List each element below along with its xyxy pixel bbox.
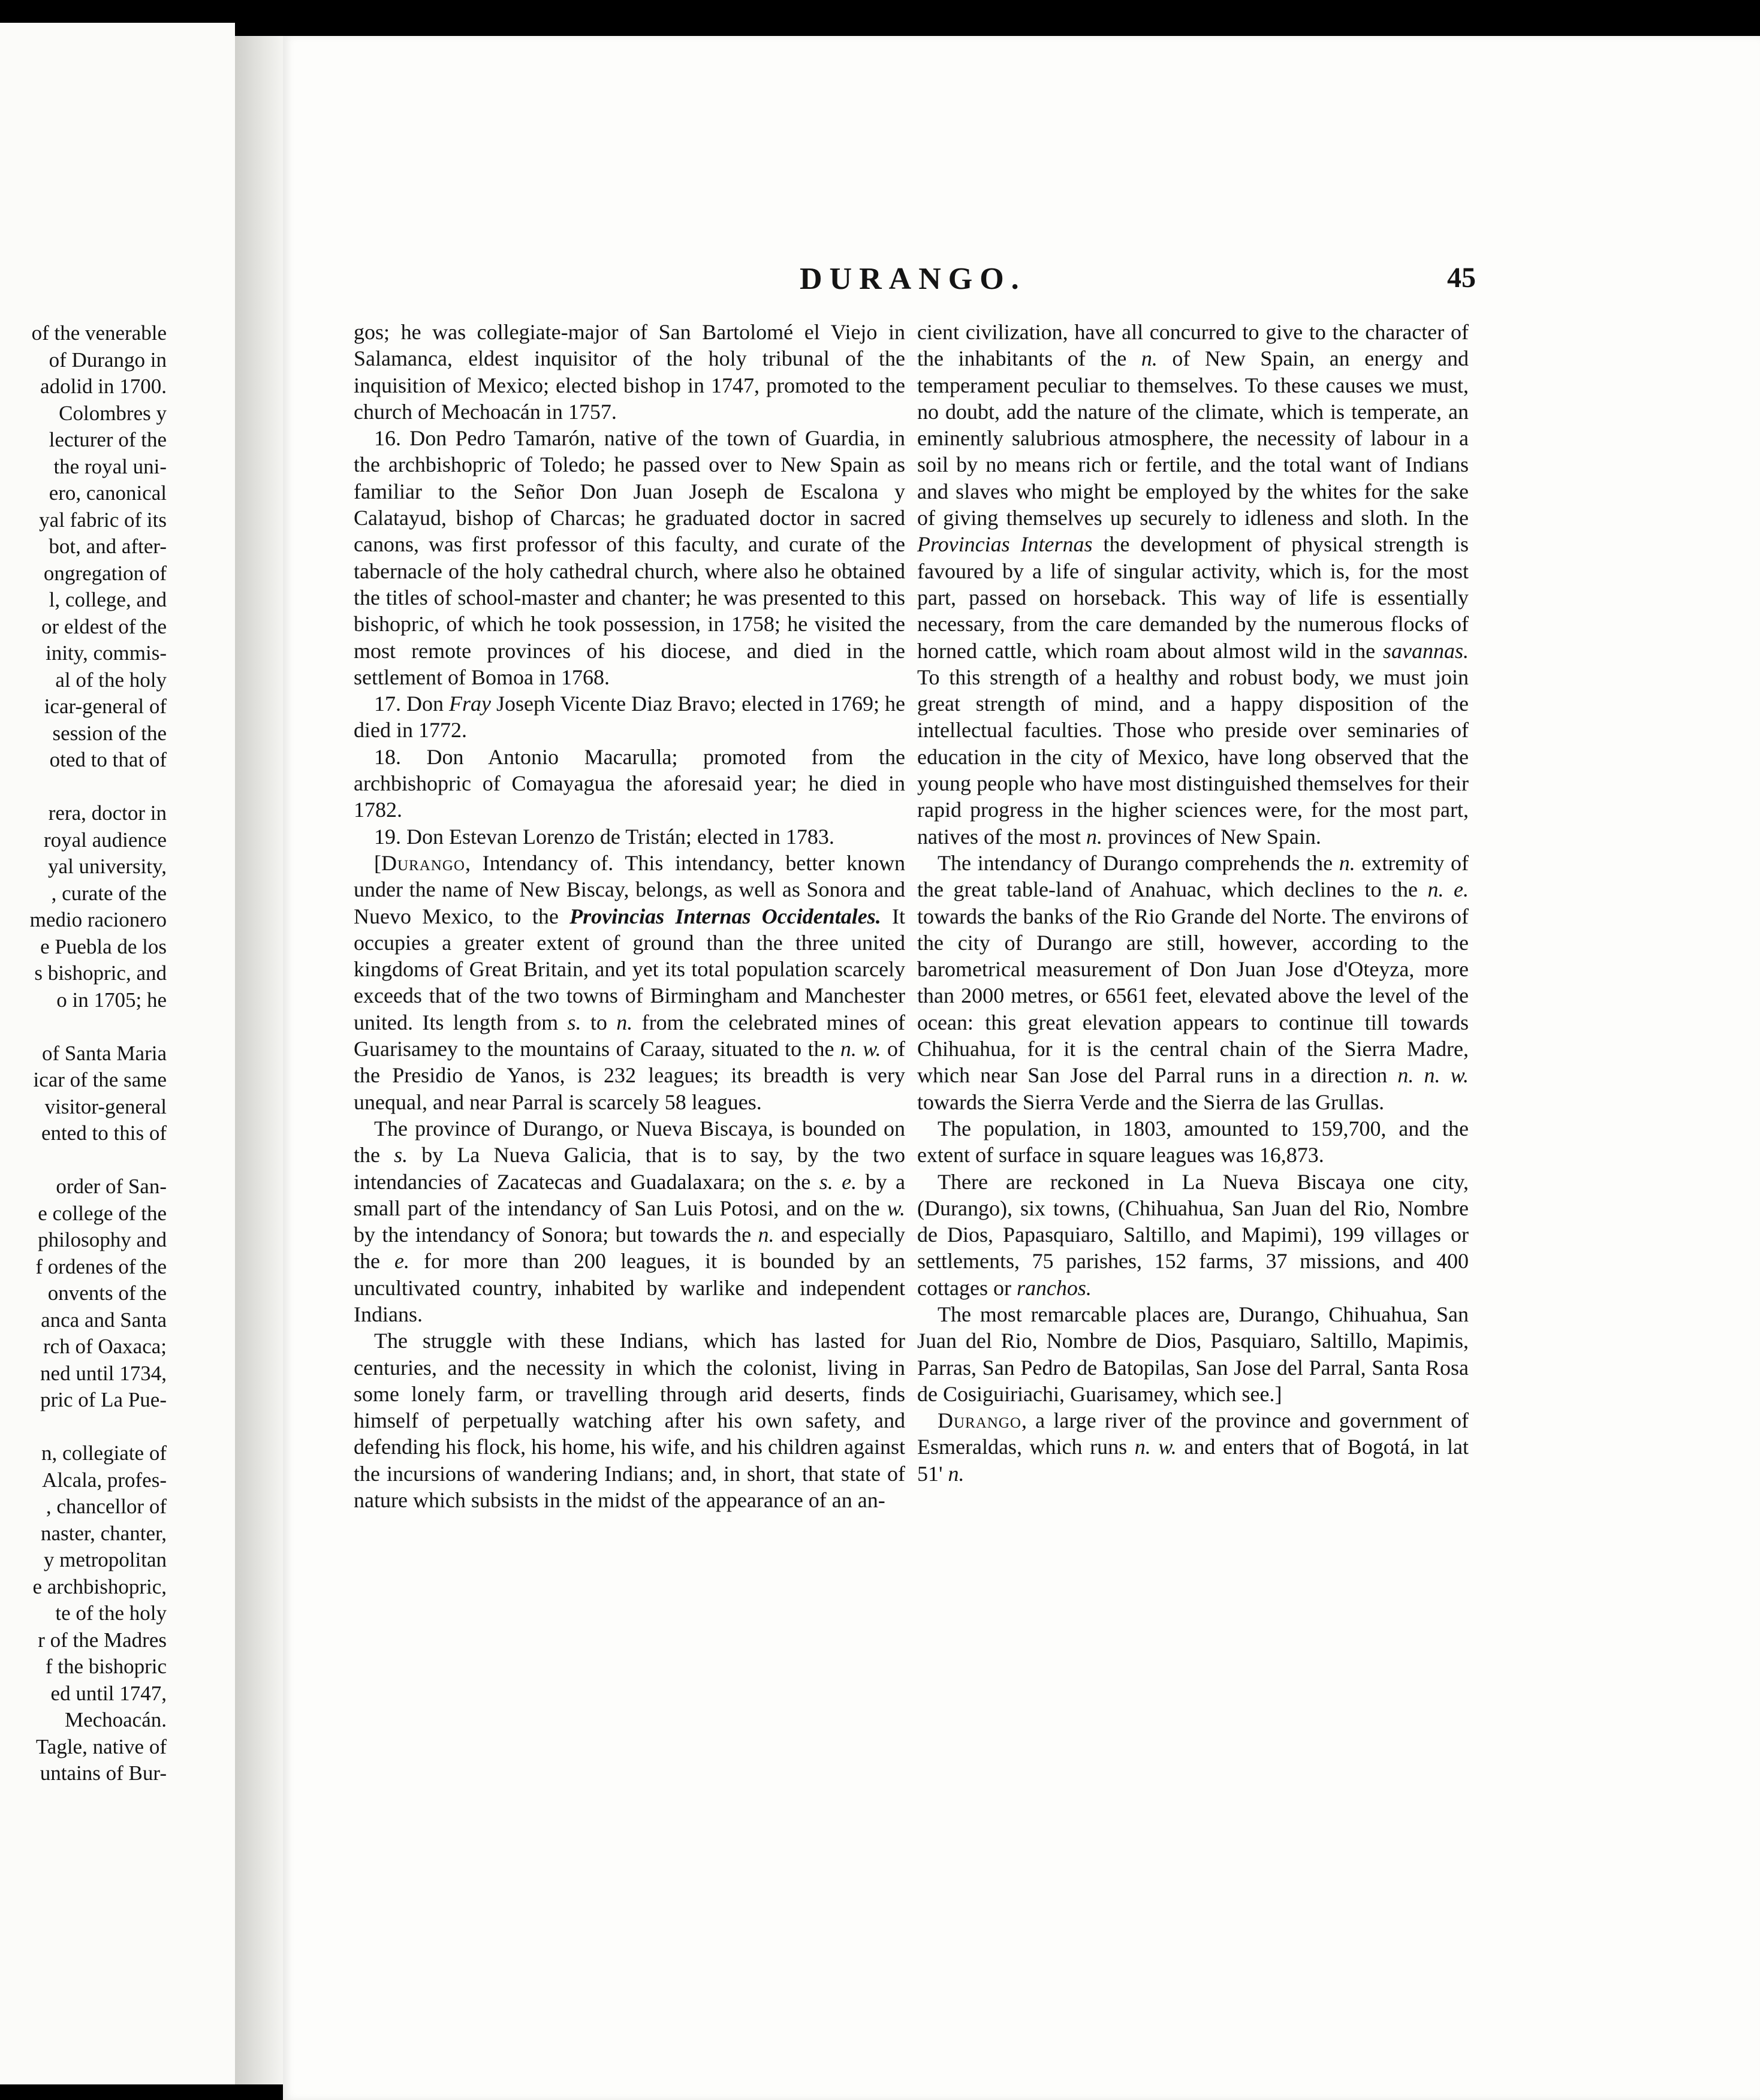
previous-page-line: y metropolitan <box>43 1548 167 1571</box>
previous-page-line: the royal uni- <box>53 454 167 478</box>
running-header: DURANGO. <box>800 262 1026 296</box>
previous-page-line: untains of Bur- <box>40 1761 167 1785</box>
previous-page-line: icar of the same <box>33 1068 167 1091</box>
previous-page-line: rera, doctor in <box>48 801 167 825</box>
paragraph: 17. Don Fray Joseph Vicente Diaz Bravo; elected in 1769; he died in 1772. <box>354 692 905 743</box>
previous-page-line: n, collegiate of <box>41 1441 167 1465</box>
previous-page-line: ned until 1734, <box>40 1361 167 1385</box>
previous-page-line: yal university, <box>48 855 167 878</box>
previous-page-line: naster, chanter, <box>41 1521 167 1545</box>
previous-page-line: order of San- <box>56 1175 167 1198</box>
previous-page-line: of Santa Maria <box>42 1041 167 1065</box>
previous-page-line: e Puebla de los <box>40 934 167 958</box>
previous-page-line: oted to that of <box>49 748 167 771</box>
paragraph: cient civilization, have all concurred to give to the character of the inhabitants of the n. of New Spain, an energy and temperament peculiar to themselves. To these causes we must, no doubt, add the nature of the climate, which is temperate, an eminently salubrious atmosphere, the necessity of labour in a soil by no means rich or fertile, and the total want of Indians and slaves who might be employed by the whites for the sake of giving themselves up securely to idleness and sloth. In the Provincias Internas the development of physical strength is favoured by a life of singular activity, which is, for the most part, passed on horseback. This way of life is essentially necessary, from the care demanded by the numerous flocks of horned cattle, which roam about almost wild in the savannas. To this strength of a healthy and robust body, we must join great strength of mind, and a happy disposition of the intellectual faculties. Those who preside over seminaries of education in the city of Mexico, have long observed that the young people who have most distinguished themselves for their rapid progress in the higher sciences were, for the most part, natives of the most n. provinces of New Spain. <box>917 320 1469 849</box>
paragraph: [Durango, Intendancy of. This intendancy, better known under the name of New Biscay, belongs, as well as Sonora and Nuevo Mexico, to the Provincias Internas Occidentales. It occupies a greater extent of ground than the three united kingdoms of Great Britain, and yet its total population scarcely exceeds that of the two towns of Birmingham and Manchester united. Its length from s. to n. from the celebrated mines of Guarisamey to the mountains of Caraay, situated to the n. w. of the Presidio de Yanos, is 232 leagues; its breadth is very unequal, and near Parral is scarcely 58 leagues. <box>354 850 906 1114</box>
previous-page-line: anca and Santa <box>41 1308 167 1332</box>
paragraph: The most remarcable places are, Durango, Chihuahua, San Juan del Rio, Nombre de Dios, Pasquiaro, Saltillo, Mapimis, Parras, San Pedro de Batopilas, San Jose del Parral, Santa Rosa de Cosiguiriachi, Guarisamey, which see.] <box>917 1302 1469 1406</box>
previous-page-line <box>0 1147 167 1174</box>
previous-page-line: inity, commis- <box>46 641 167 665</box>
previous-page-line: ero, canonical <box>49 481 167 505</box>
previous-page-line: al of the holy <box>55 668 167 692</box>
previous-page-line: f ordenes of the <box>35 1254 167 1278</box>
previous-page-line: pric of La Pue- <box>40 1388 167 1411</box>
paragraph: The struggle with these Indians, which has lasted for centuries, and the necessity in which the colonist, living in some lonely farm, or travelling through arid deserts, finds himself of perpetually watching after his own safety, and defending his flock, his home, his wife, and his children against the incursions of wandering Indians; and, in short, that state of nature which subsists in the midst of the appearance of an an- <box>354 1329 905 1513</box>
right-column <box>917 319 1469 1487</box>
previous-page-line: yal fabric of its <box>39 508 167 532</box>
paragraph: gos; he was collegiate-major of San Bartolomé el Viejo in Salamanca, eldest inquisitor of the holy tribunal of the inquisition of Mexico; elected bishop in 1747, promoted to the church of Mechoacán in 1757. <box>354 320 905 424</box>
previous-page-line: royal audience <box>43 828 167 852</box>
previous-page-line: icar-general of <box>44 695 167 718</box>
previous-page-line: ented to this of <box>41 1121 167 1145</box>
previous-page-line: bot, and after- <box>49 535 167 558</box>
page-number: 45 <box>1447 262 1476 294</box>
left-column <box>354 319 905 1513</box>
previous-page-line <box>0 1013 167 1040</box>
previous-page-line: adolid in 1700. <box>40 375 167 398</box>
previous-page-line: s bishopric, and <box>34 961 167 985</box>
previous-page-line: session of the <box>52 721 167 745</box>
previous-page-line: r of the Madres <box>38 1628 167 1652</box>
previous-page-line: e archbishopric, <box>32 1574 167 1598</box>
paragraph: The intendancy of Durango comprehends the n. extremity of the great table-land of Anahuac, which declines to the n. e. towards the banks of the Rio Grande del Norte. The environs of the city of Durango are still, however, according to the barometrical measurement of Don Juan Jose d'Oteyza, more than 2000 metres, or 6561 feet, elevated above the level of the ocean: this great elevation appears to continue till towards Chihuahua, for it is the central chain of the Sierra Madre, which near San Jose del Parral runs in a direction n. n. w. towards the Sierra Verde and the Sierra de las Grullas. <box>917 850 1469 1114</box>
paragraph: 18. Don Antonio Macarulla; promoted from the archbishopric of Comayagua the aforesaid year; he died in 1782. <box>354 744 905 822</box>
previous-page-line: f the bishopric <box>45 1655 167 1678</box>
previous-page-line: ed until 1747, <box>50 1681 167 1705</box>
previous-page-line: lecturer of the <box>49 428 167 451</box>
previous-page <box>0 23 235 2084</box>
previous-page-line <box>0 774 167 801</box>
previous-page-line: Mechoacán. <box>64 1708 167 1731</box>
previous-page-text <box>0 320 167 1787</box>
previous-page-line: philosophy and <box>38 1228 167 1251</box>
previous-page-line: Tagle, native of <box>35 1734 167 1758</box>
paragraph: The population, in 1803, amounted to 159,700, and the extent of surface in square leagues was 16,873. <box>917 1116 1469 1167</box>
previous-page-line: medio racionero <box>29 908 167 931</box>
previous-page-line: or eldest of the <box>41 614 167 638</box>
previous-page-line: , curate of the <box>51 881 167 905</box>
previous-page-line: te of the holy <box>55 1601 167 1625</box>
previous-page-line: Alcala, profes- <box>42 1468 167 1492</box>
previous-page-line <box>0 1414 167 1441</box>
previous-page-line: of the venerable <box>31 321 167 345</box>
previous-page-line: visitor-general <box>44 1094 167 1118</box>
previous-page-line: l, college, and <box>49 588 167 611</box>
paragraph: The province of Durango, or Nueva Biscaya, is bounded on the s. by La Nueva Galicia, that is to say, by the two intendancies of Zacatecas and Guadalaxara; on the s. e. by a small part of the intendancy of San Luis Potosi, and on the w. by the intendancy of Sonora; but towards the n. and especially the e. for more than 200 leagues, it is bounded by an uncultivated country, inhabited by warlike and independent Indians. <box>354 1116 905 1326</box>
previous-page-line: , chancellor of <box>46 1495 167 1518</box>
paragraph: Durango, a large river of the province and government of Esmeraldas, which runs n. w. and enters that of Bogotá, in lat 51' n. <box>917 1408 1469 1486</box>
previous-page-line: o in 1705; he <box>56 988 167 1012</box>
previous-page-line: ongregation of <box>43 561 167 585</box>
previous-page-line: onvents of the <box>47 1281 167 1305</box>
previous-page-line: rch of Oaxaca; <box>43 1335 167 1358</box>
previous-page-line: e college of the <box>38 1201 167 1225</box>
paragraph: There are reckoned in La Nueva Biscaya one city, (Durango), six towns, (Chihuahua, San Juan del Rio, Nombre de Dios, Papasquiaro, Saltillo, and Mapimi), 199 villages or settlements, 75 parishes, 152 farms, 37 missions, and 400 cottages or ranchos. <box>917 1169 1469 1300</box>
book-gutter <box>235 36 283 2084</box>
paragraph: 19. Don Estevan Lorenzo de Tristán; elected in 1783. <box>374 824 834 849</box>
previous-page-line: Colombres y <box>59 401 167 425</box>
paragraph: 16. Don Pedro Tamarón, native of the town of Guardia, in the archbishopric of Toledo; he passed over to New Spain as familiar to the Señor Don Juan Joseph de Escalona y Calatayud, bishop of Charcas; he graduated doctor in sacred canons, was first professor of this faculty, and curate of the tabernacle of the holy cathedral church, where also he obtained the titles of school-master and chanter; he was presented to this bishopric, of which he took possession, in 1758; he visited the most remote provinces of his diocese, and died in the settlement of Bomoa in 1768. <box>354 426 905 689</box>
previous-page-line: of Durango in <box>49 348 167 372</box>
